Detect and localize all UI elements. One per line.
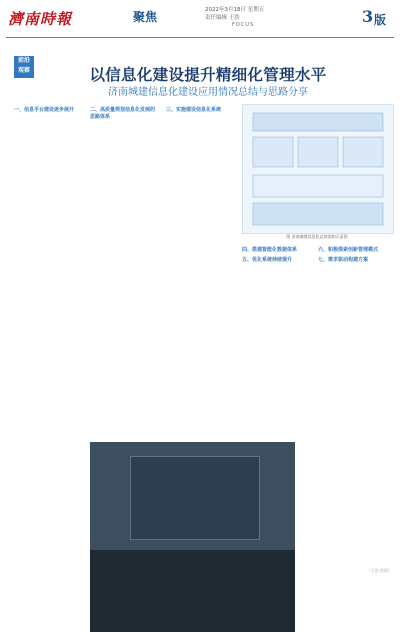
masthead (0, 0, 400, 44)
page-number-suffix: 版 (374, 13, 387, 27)
text-column-5 (318, 244, 388, 266)
text-column-3 (166, 104, 236, 116)
section-heading-6: 六、积极探索创新管理模式 (318, 247, 379, 253)
issue-date: 2022年3月18日 星期五 (205, 7, 265, 13)
section-heading-3: 三、实施建设信息化系统 (166, 107, 222, 113)
headline: 以信息化建设提升精细化管理水平 (89, 66, 327, 84)
text-column-1 (14, 104, 84, 116)
architecture-diagram (242, 104, 394, 234)
column-tag-line-2: 观察 (17, 67, 30, 74)
column-tag-line-1: 前沿 (17, 57, 30, 64)
figure-caption: 图 济南城建信息化总体架构示意图 (286, 234, 348, 239)
photo-caption: （王浩 供图） (366, 568, 392, 573)
video-wall (130, 456, 260, 540)
control-room-photo (90, 442, 295, 632)
page-number: 3 (362, 7, 374, 26)
newspaper-logo: 濟南時報 (8, 10, 73, 28)
subheadline: 济南城建信息化建设应用情况总结与思路分享 (108, 87, 308, 98)
section-heading-4: 四、搭建智能化数据体系 (242, 247, 298, 253)
text-column-4 (242, 244, 312, 266)
section-heading-2: 二、高质量规划信息化发展的思路体系 (90, 107, 156, 120)
editor-line: 责任编辑 王浩 (205, 15, 240, 21)
masthead-rule (6, 37, 394, 38)
diagram-graphic (243, 105, 393, 233)
focus-label: FOCUS (232, 22, 255, 28)
section-name: 聚焦 (133, 10, 158, 24)
text-column-2 (90, 104, 160, 123)
workstations (90, 550, 295, 632)
section-heading-7: 七、需求驱动构建方案 (318, 257, 369, 263)
section-heading-1: 一、信息平台建设逐步展开 (14, 107, 75, 113)
section-heading-5: 五、优化系统持续提升 (242, 257, 293, 263)
